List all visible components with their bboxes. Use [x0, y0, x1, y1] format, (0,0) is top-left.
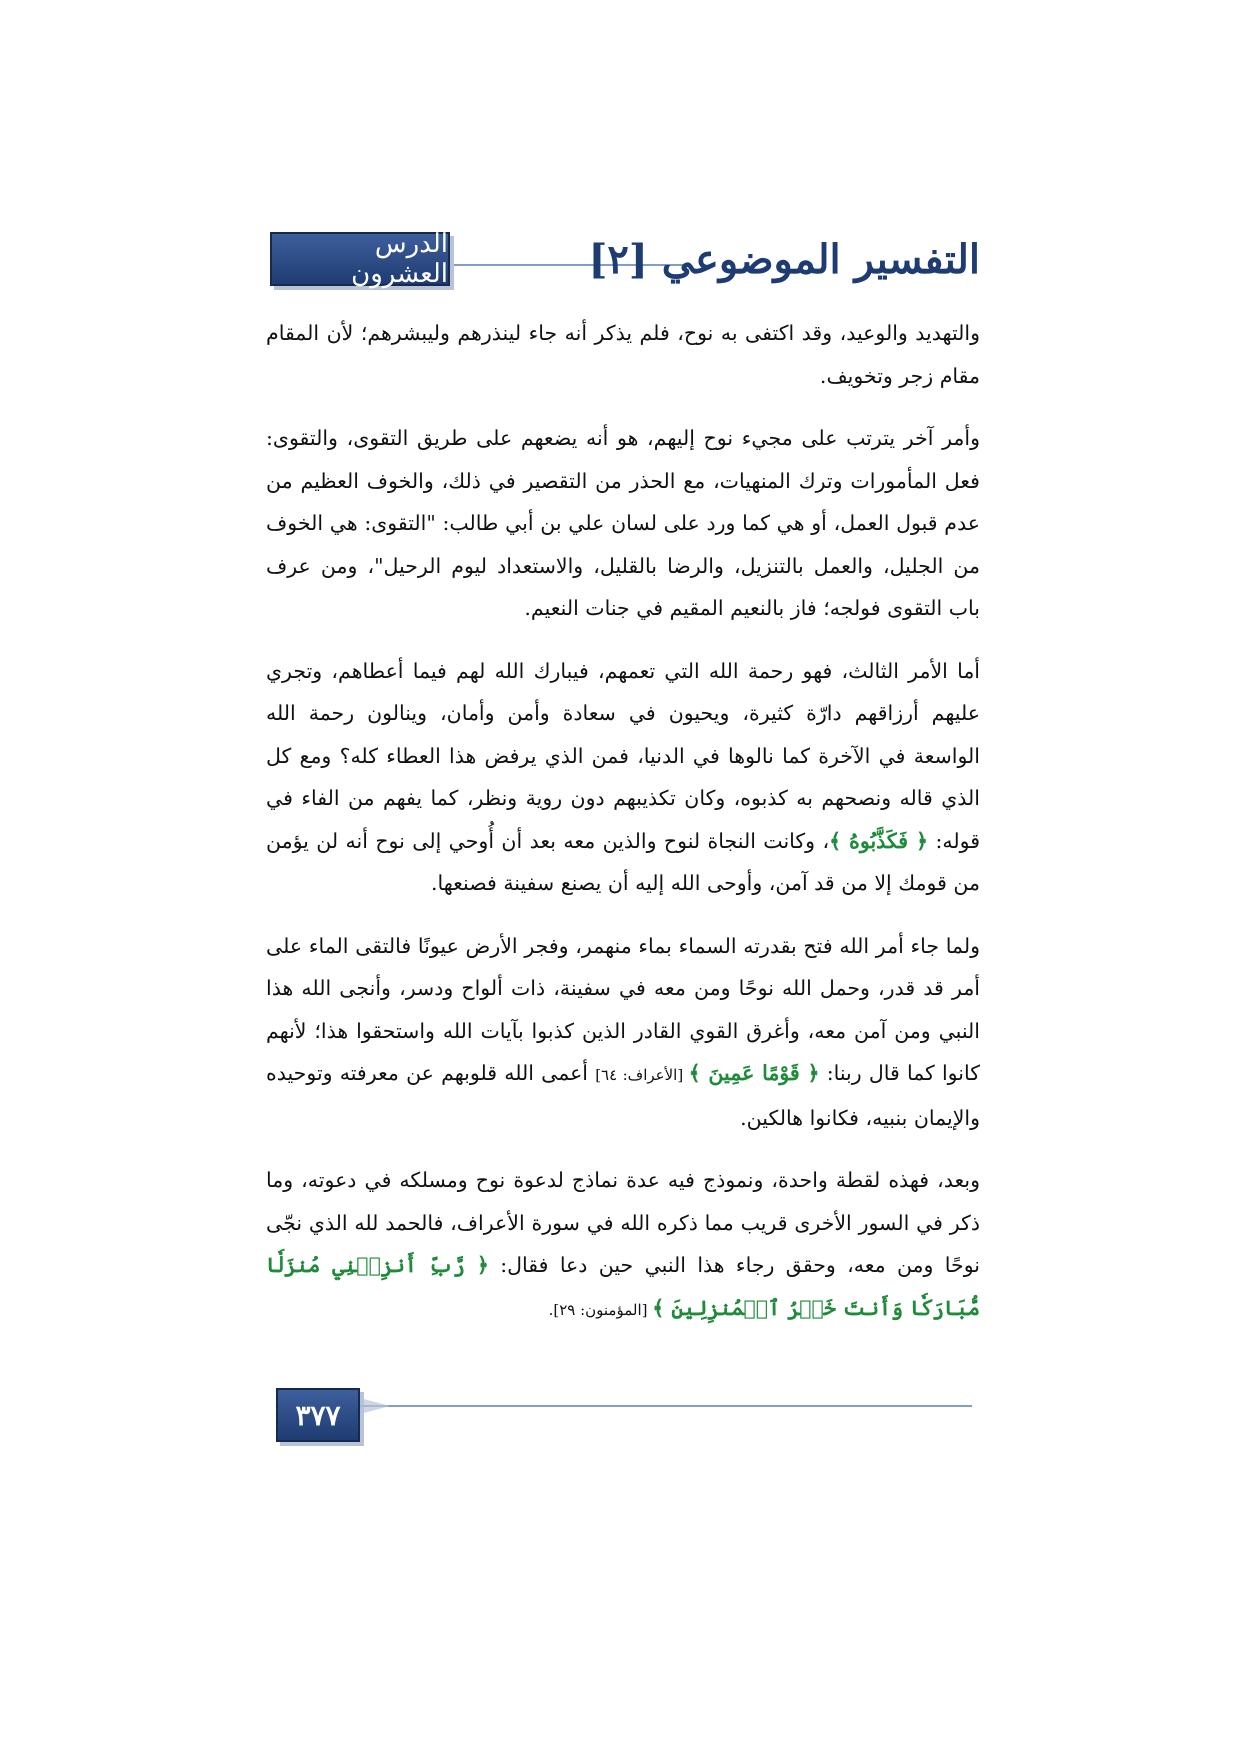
paragraph: [266, 417, 980, 630]
page-number-badge: [276, 1388, 360, 1442]
paragraph: [266, 312, 980, 397]
lesson-label: الدرس العشرون: [351, 229, 448, 289]
quran-verse: ﴿ رَّبِّ أَنزِلۡنِي مُنزَلٗا مُّبَارَكٗا وَأَنتَ خَيۡرُ ٱلۡمُنزِلِينَ ﴾: [266, 1253, 980, 1320]
paragraph: [266, 925, 980, 1140]
body-text: [266, 312, 980, 1351]
paragraph: [266, 1159, 980, 1331]
verse-reference: [الأعراف: ٦٤]: [595, 1066, 689, 1084]
quran-verse: ﴿ فَكَذَّبُوهُ ﴾: [829, 828, 929, 853]
text-run: وبعد، فهذه لقطة واحدة، ونموذج فيه عدة نماذج لدعوة نوح ومسلكه في دعوته، وما ذكر في السور الأخرى قريب مما ذكره الله في سورة الأعراف، فالحمد لله الذي نجّى نوحًا ومن معه، وحقق رجاء هذا النبي حين دعا فقال:: [266, 1168, 980, 1277]
footer-wedge: [360, 1398, 390, 1414]
lesson-badge: [270, 229, 450, 289]
text-run: ، وكانت النجاة لنوح والذين معه بعد أن أُوحي إلى نوح أنه لن يؤمن من قومك إلا من قد آمن، وأوحى الله إليه أن يصنع سفينة فصنعها.: [266, 828, 980, 895]
verse-reference: [المؤمنون: ٢٩].: [548, 1300, 653, 1319]
text-run: ولما جاء أمر الله فتح بقدرته السماء بماء منهمر، وفجر الأرض عيونًا فالتقى الماء على أمر قد قدر، وحمل الله نوحًا ومن معه في سفينة، ذات ألواح ودسر، وأنجى الله هذا النبي ومن آمن معه، وأغرق القوي القادر الذين كذبوا بآيات الله واستحقوا هذا؛ لأنهم كانوا كما قال ربنا:: [266, 933, 980, 1085]
text-run: وأمر آخر يترتب على مجيء نوح إليهم، هو أنه يضعهم على طريق التقوى، والتقوى: فعل المأمورات وترك المنهيات، مع الحذر من التقصير في ذلك، والخوف العظيم من عدم قبول العمل، أو هي كما ورد على لسان علي بن أبي طالب: "التقوى: هي الخوف من الجليل، والعمل بالتنزيل، والرضا بالقليل، والاستعداد ليوم الرحيل"، ومن عرف باب التقوى فولجه؛ فاز بالنعيم المقيم في جنات النعيم.: [266, 426, 980, 620]
paragraph: [266, 650, 980, 905]
page-header: [270, 229, 980, 294]
quran-verse: ﴿ قَوْمًا عَمِينَ ﴾: [688, 1061, 820, 1085]
page-number: ٣٧٧: [295, 1398, 341, 1432]
text-run: أعمى الله قلوبهم عن معرفته وتوحيده والإيمان بنبيه، فكانوا هالكين.: [266, 1061, 980, 1130]
footer-rule: [360, 1405, 972, 1407]
text-run: والتهديد والوعيد، وقد اكتفى به نوح، فلم يذكر أنه جاء لينذرهم وليبشرهم؛ لأن المقام مقام زجر وتخويف.: [266, 321, 980, 388]
book-title: التفسير الموضوعي [٢]: [588, 236, 980, 283]
text-run: أما الأمر الثالث، فهو رحمة الله التي تعمهم، فيبارك الله لهم فيما أعطاهم، وتجري عليهم أرزاقهم دارّة كثيرة، ويحيون في سعادة وأمن وأمان، وينالون رحمة الله الواسعة في الآخرة كما نالوها في الدنيا، فمن الذي يرفض هذا العطاء كله؟ ومع كل الذي قاله ونصحهم به كذبوه، وكان تكذيبهم دون روية ونظر، كما يفهم من الفاء في قوله:: [266, 658, 980, 853]
